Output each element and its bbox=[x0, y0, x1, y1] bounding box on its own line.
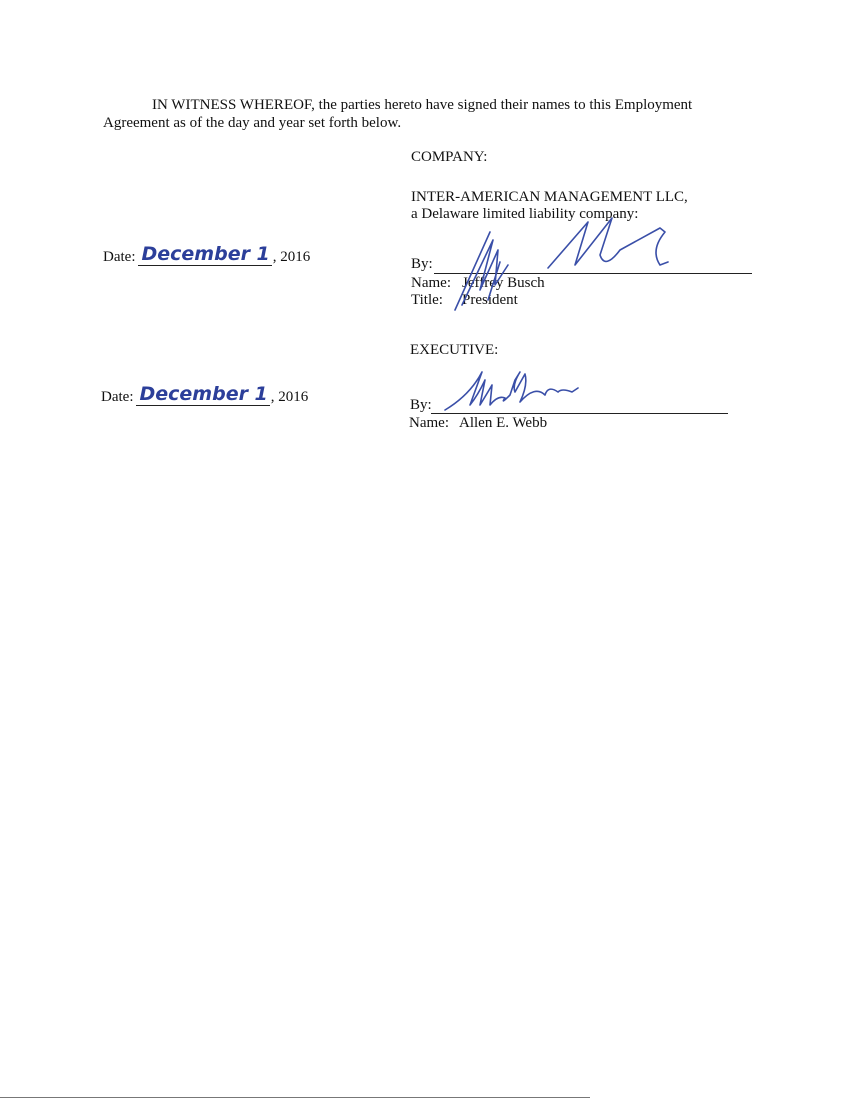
executive-date-handwritten: December 1 bbox=[136, 383, 269, 406]
company-date-handwritten: December 1 bbox=[138, 243, 271, 266]
company-signer-name: Jeffrey Busch bbox=[462, 275, 545, 291]
page-bottom-edge bbox=[0, 1097, 590, 1098]
company-date-label: Date: bbox=[103, 249, 136, 265]
executive-heading: EXECUTIVE: bbox=[410, 342, 499, 358]
company-title-label: Title: bbox=[411, 292, 443, 308]
company-entity: INTER-AMERICAN MANAGEMENT LLC, bbox=[411, 189, 688, 205]
executive-by-label: By: bbox=[410, 397, 432, 413]
executive-signature bbox=[0, 0, 850, 450]
company-name-label: Name: bbox=[411, 275, 451, 291]
company-signer-title: President bbox=[462, 292, 518, 308]
intro-line-1: IN WITNESS WHEREOF, the parties hereto have signed their names to this Employment bbox=[152, 97, 693, 113]
company-by-label: By: bbox=[411, 256, 433, 272]
company-date-year: , 2016 bbox=[272, 249, 311, 265]
executive-signer-name: Allen E. Webb bbox=[459, 415, 548, 431]
executive-name-label: Name: bbox=[409, 415, 449, 431]
executive-date-label: Date: bbox=[101, 389, 134, 405]
executive-date-year: , 2016 bbox=[270, 389, 309, 405]
company-entity-desc: a Delaware limited liability company: bbox=[411, 206, 639, 222]
intro-line-2: Agreement as of the day and year set forth below. bbox=[103, 115, 402, 131]
company-heading: COMPANY: bbox=[411, 149, 488, 165]
